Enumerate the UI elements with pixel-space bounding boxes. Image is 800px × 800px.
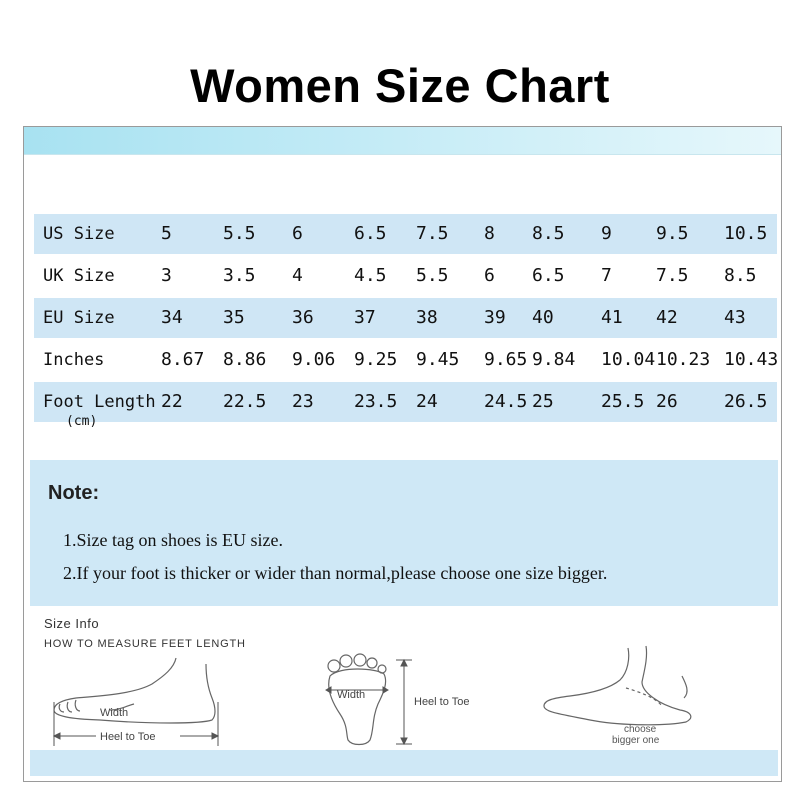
note-heading: Note: xyxy=(48,482,100,504)
table-cell: 4 xyxy=(292,265,303,286)
table-cell: 9 xyxy=(601,223,612,244)
row-label: US Size xyxy=(43,224,115,244)
table-cell: 6.5 xyxy=(532,265,565,286)
size-info-title: Size Info xyxy=(44,616,100,631)
table-cell: 8 xyxy=(484,223,495,244)
table-cell: 35 xyxy=(223,307,245,328)
table-cell: 10.43 xyxy=(724,349,779,370)
table-cell: 5.5 xyxy=(416,265,449,286)
table-cell: 3 xyxy=(161,265,172,286)
table-cell: 8.67 xyxy=(161,349,205,370)
sole-measure-lines xyxy=(326,660,412,744)
table-cell: 8.5 xyxy=(532,223,565,244)
table-cell: 6 xyxy=(484,265,495,286)
size-info-subtitle: HOW TO MEASURE FEET LENGTH xyxy=(44,638,246,650)
table-cell: 37 xyxy=(354,307,376,328)
side-foot-icon xyxy=(54,658,215,723)
row-label: Foot Length xyxy=(43,392,156,412)
table-cell: 9.5 xyxy=(656,223,689,244)
table-cell: 8.5 xyxy=(724,265,757,286)
table-cell: 23.5 xyxy=(354,391,398,412)
table-cell: 24.5 xyxy=(484,391,528,412)
table-cell: 8.86 xyxy=(223,349,267,370)
choose-label: choose xyxy=(624,724,657,735)
foot-length-unit-label: (cm) xyxy=(66,414,98,429)
row-label: Inches xyxy=(43,350,105,370)
sole-length-label: Heel to Toe xyxy=(414,696,470,708)
table-cell: 40 xyxy=(532,307,554,328)
side-length-label: Heel to Toe xyxy=(100,731,156,743)
table-cell: 38 xyxy=(416,307,438,328)
table-cell: 39 xyxy=(484,307,506,328)
table-cell: 22 xyxy=(161,391,183,412)
table-cell: 43 xyxy=(724,307,746,328)
table-cell: 26 xyxy=(656,391,678,412)
table-cell: 34 xyxy=(161,307,183,328)
table-cell: 7.5 xyxy=(416,223,449,244)
note-line-1: 1.Size tag on shoes is EU size. xyxy=(63,530,283,550)
table-row xyxy=(34,298,777,338)
size-info-footer-band xyxy=(30,750,778,776)
table-cell: 36 xyxy=(292,307,314,328)
foot-measure-illustration xyxy=(30,606,778,750)
table-cell: 25 xyxy=(532,391,554,412)
side-width-label: Width xyxy=(100,707,129,719)
header-banner xyxy=(24,127,781,155)
table-row xyxy=(34,340,777,380)
table-cell: 26.5 xyxy=(724,391,768,412)
table-cell: 9.65 xyxy=(484,349,528,370)
bigger-one-label: bigger one xyxy=(612,735,660,746)
table-cell: 23 xyxy=(292,391,314,412)
table-row xyxy=(34,214,777,254)
table-cell: 4.5 xyxy=(354,265,387,286)
table-cell: 22.5 xyxy=(223,391,267,412)
table-row xyxy=(34,256,777,296)
table-cell: 10.5 xyxy=(724,223,768,244)
table-cell: 42 xyxy=(656,307,678,328)
table-row xyxy=(34,382,777,422)
table-cell: 9.84 xyxy=(532,349,576,370)
sole-width-label: Width xyxy=(337,689,366,701)
table-cell: 3.5 xyxy=(223,265,256,286)
table-cell: 9.25 xyxy=(354,349,398,370)
table-cell: 10.04 xyxy=(601,349,656,370)
table-cell: 24 xyxy=(416,391,438,412)
note-box xyxy=(30,460,778,606)
row-label: UK Size xyxy=(43,266,115,286)
table-cell: 5 xyxy=(161,223,172,244)
table-cell: 9.06 xyxy=(292,349,336,370)
table-cell: 6.5 xyxy=(354,223,387,244)
table-cell: 5.5 xyxy=(223,223,256,244)
note-line-2: 2.If your foot is thicker or wider than normal,please choose one size bigger. xyxy=(63,563,608,583)
page-title: Women Size Chart xyxy=(190,59,610,112)
table-cell: 9.45 xyxy=(416,349,460,370)
table-cell: 7.5 xyxy=(656,265,689,286)
table-cell: 25.5 xyxy=(601,391,645,412)
table-cell: 41 xyxy=(601,307,623,328)
row-label: EU Size xyxy=(43,308,115,328)
table-cell: 10.23 xyxy=(656,349,711,370)
table-cell: 6 xyxy=(292,223,303,244)
measure-foot-icon xyxy=(544,646,691,725)
size-info-panel xyxy=(30,606,778,750)
table-cell: 7 xyxy=(601,265,612,286)
